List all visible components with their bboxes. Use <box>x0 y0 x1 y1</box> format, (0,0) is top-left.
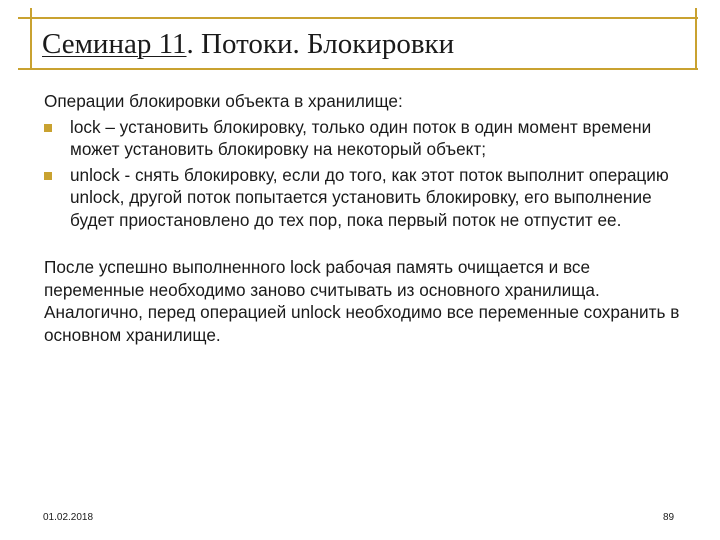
bullet-text: unlock - снять блокировку, если до того, как этот поток выполнит операцию unlock, другой поток попытается установить блокировку, его выполнение будет приостановлено до тех пор, пока первый поток не отпустит ее. <box>70 164 669 230</box>
title-frame-right-line <box>695 8 697 68</box>
title-frame-bottom-line <box>18 68 698 70</box>
footer-date: 01.02.2018 <box>43 512 94 523</box>
bullet-item-unlock <box>44 164 694 232</box>
title-frame-top-line <box>18 17 698 19</box>
summary-paragraph: После успешно выполненного lock рабочая память очищается и все переменные необходимо заново считывать из основного хранилища. Аналогично, перед операцией unlock необходимо все переменные сохранить в основном хранилище. <box>44 257 680 345</box>
square-bullet-icon <box>44 172 52 180</box>
slide-title-seminar: Семинар 11 <box>42 28 187 60</box>
footer-page-number: 89 <box>663 512 675 523</box>
slide-body <box>44 90 694 346</box>
bullet-list <box>44 116 694 232</box>
title-frame-left-line <box>30 8 32 68</box>
square-bullet-icon <box>44 124 52 132</box>
intro-text: Операции блокировки объекта в хранилище: <box>44 91 403 111</box>
bullet-item-lock <box>44 116 694 161</box>
slide-title-topic: . Потоки. Блокировки <box>186 28 455 60</box>
bullet-text: lock – установить блокировку, только один поток в один момент времени может установить блокировку на некоторый объект; <box>70 116 652 159</box>
slide-title <box>42 28 454 61</box>
